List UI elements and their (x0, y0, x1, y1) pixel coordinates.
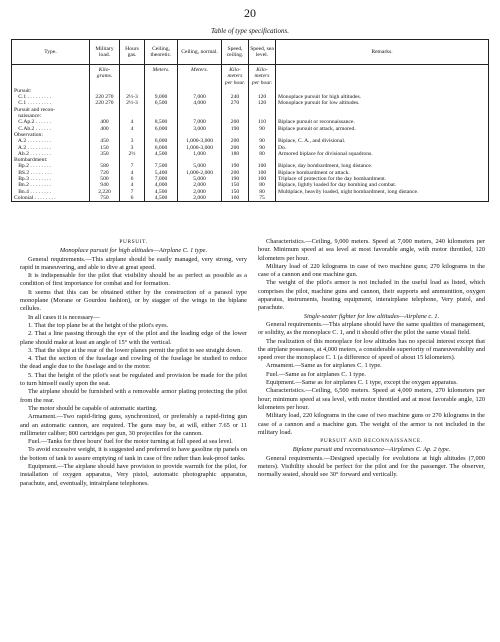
paragraph: 2. That a line passing through the eye of the pilot and the leading edge of the lower plane should make at least an angle of 15° with the vertical. (20, 330, 247, 346)
type-cell: naissance: (12, 113, 90, 119)
value-cell: 6,000 (145, 126, 178, 132)
paragraph: Military load of 220 kilograms in case of two machine guns; 270 kilograms in the case of a cannon and one machine gun. (258, 262, 485, 279)
subsection-title: Single-seater fighter for low altitudes—Airplane c. 1. (303, 312, 440, 320)
remarks-cell: Triplace of protection for the day bombardment. (276, 176, 489, 182)
value-cell: 2,000 (178, 195, 222, 202)
type-cell: Bp.3 . . . . . . . . (12, 176, 90, 182)
remarks-cell: Biplace, C. A., and divisional. (276, 138, 489, 144)
value-cell: 150 (90, 145, 120, 151)
unit-cell: Meters. (145, 65, 178, 88)
type-cell: Pursuit: (12, 88, 90, 94)
unit-cell: Kilo-meters per hour. (222, 65, 249, 88)
table-row (12, 195, 489, 202)
unit-cell: Meters. (178, 65, 222, 88)
value-cell: 190 (222, 163, 249, 169)
value-cell: 400 (90, 119, 120, 125)
unit-cell (120, 65, 145, 88)
column-header: Ceiling, theoretic. (145, 40, 178, 65)
paragraph: The realization of this monoplace for low altitudes has no special interest except that the airplane possesses, at 4,000 meters, a considerable superiority of maneuverability and speed over the monoplace C. 1 (a difference of speed of about 15 kilometers). (258, 337, 485, 362)
paragraph: Armament.—Two rapid-firing guns, synchronized, or preferably a rapid-firing gun and an automatic cannon, are required. The guns may be, at will, either 7.65 or 11 millimeter caliber; 800 cartridges per gun, 30 projectiles for the cannon. (20, 413, 247, 437)
column-header: Speed, sea level. (249, 40, 276, 65)
right-column (258, 238, 485, 480)
value-cell: 3 (120, 145, 145, 151)
value-cell: 750 (90, 195, 120, 202)
section-heading: PURSUIT. (119, 239, 148, 245)
section-heading: PURSUIT AND RECONNAISSANCE. (320, 438, 423, 445)
value-cell: 90 (249, 126, 276, 132)
value-cell: 1,000 (178, 151, 222, 157)
type-cell: A.2 . . . . . . . . . (12, 145, 90, 151)
paragraph: It is indispensable for the pilot that visibility should be as perfect as possible as a condition of first importance for combat and for formation. (20, 272, 247, 288)
table-title: Table of type specifications. (211, 27, 289, 35)
type-cell: C.Ab.2 . . . . . . (12, 126, 90, 132)
value-cell: 4 (120, 182, 145, 188)
value-cell: 190 (222, 126, 249, 132)
column-header: Remarks. (276, 40, 489, 65)
value-cell: 4,000 (178, 100, 222, 106)
unit-cell (12, 65, 90, 88)
remarks-cell: Biplace pursuit or attack, armored. (276, 126, 489, 132)
value-cell: 7,000 (145, 176, 178, 182)
value-cell: 7,000 (178, 119, 222, 125)
paragraph: Fuel.—Tanks for three hours' fuel for the motor turning at full speed at sea level. (28, 438, 233, 446)
page-number: 20 (244, 6, 256, 20)
value-cell: 240 (222, 94, 249, 100)
type-cell: C.Ap.2 . . . . . . (12, 119, 90, 125)
column-header: Type. (12, 40, 90, 65)
value-cell: 5,000 (178, 163, 222, 169)
paragraph: General requirements.—This airplane should be easily managed, very strong, very rapid in maneuvering, and able to dive at great speed. (20, 255, 247, 271)
value-cell: 9,000 (145, 94, 178, 100)
value-cell: 5,000 (178, 176, 222, 182)
value-cell: 80 (249, 182, 276, 188)
value-cell: 4,500 (145, 151, 178, 157)
paragraph: In all cases it is necessary— (28, 313, 100, 321)
units-row (12, 65, 489, 88)
value-cell: 6,500 (145, 100, 178, 106)
value-cell: 200 (222, 119, 249, 125)
value-cell: 7,500 (145, 163, 178, 169)
value-cell: 4 (120, 170, 145, 176)
value-cell: 120 (249, 94, 276, 100)
value-cell: 200 (222, 138, 249, 144)
value-cell: 6 (120, 176, 145, 182)
unit-cell (276, 65, 489, 88)
remarks-cell: Biplace, day bombardment, long distance. (276, 163, 489, 169)
value-cell: 7 (120, 189, 145, 195)
value-cell: 2,000 (178, 182, 222, 188)
paragraph: 5. That the height of the pilot's seat be regulated and provision be made for the pilot to turn himself easily upon the seat. (20, 371, 247, 388)
type-cell: Bp.2 . . . . . . . . (12, 163, 90, 169)
remarks-cell: Monoplace pursuit for low altitudes. (276, 100, 489, 106)
paragraph: The motor should be capable of automatic starting. (28, 404, 158, 412)
paragraph: 3. That the slope at the rear of the lower planes permit the pilot to see straight down. (28, 346, 242, 354)
paragraph: General requirements.—This airplane should have the same qualities of management, or solidity, as the monoplace C. 1, and it should offer the pilot the same visual field. (258, 320, 485, 337)
type-cell: Pursuit and recon- (12, 107, 90, 113)
value-cell: 270 (222, 100, 249, 106)
value-cell: 100 (249, 170, 276, 176)
paragraph: General requirements.—Designed specially for evolutions at high altitudes (7,000 meters). Visibility should be perfect for the pilot and for the passenger. The observer, normally seated, should see 30° forward and vertically. (258, 454, 485, 479)
column-header: Speed, ceiling. (222, 40, 249, 65)
paragraph: Equipment.—Same as for airplanes C. 1 type, except the oxygen apparatus. (266, 379, 458, 387)
paragraph: To avoid excessive weight, it is suggested and preferred to have gasoline rip panels on the bottom of tank to assure emptying of tank in case of fire rather than leak-proof tanks. (20, 446, 247, 462)
value-cell: 90 (249, 138, 276, 144)
value-cell: 1,000-2,000 (178, 170, 222, 176)
value-cell: 200 (222, 145, 249, 151)
value-cell: 200 (222, 170, 249, 176)
remarks-cell: Biplace bombardment or attack. (276, 170, 489, 176)
subsection-title: Biplane pursuit and reconnaissance—Airplanes C. Ap. 2 type. (292, 446, 451, 454)
value-cell: 75 (249, 195, 276, 202)
value-cell: 3 (120, 138, 145, 144)
value-cell: 80 (249, 151, 276, 157)
value-cell: 400 (90, 126, 120, 132)
value-cell: 500 (90, 176, 120, 182)
value-cell: 80 (249, 189, 276, 195)
value-cell: 160 (222, 195, 249, 202)
value-cell: 2½-3 (120, 100, 145, 106)
column-header: Ceiling, normal. (178, 40, 222, 65)
type-cell: Colonial . . . . . . . . (12, 195, 90, 202)
type-cell: Observation: (12, 132, 90, 138)
value-cell: 2½ (120, 151, 145, 157)
paragraph: Armament.—Same as for airplanes C. 1 type. (266, 362, 382, 370)
subsection-title: Monoplace pursuit for high altitudes—Airplane C. 1 type. (59, 247, 208, 255)
value-cell: 220 270 (90, 100, 120, 106)
type-cell: Bombardment: (12, 157, 90, 163)
value-cell: 6 (120, 195, 145, 202)
value-cell: 4 (120, 126, 145, 132)
paragraph: The airplane should be furnished with a removable armor plating protecting the pilot from the rear. (20, 388, 247, 404)
remarks-cell: Monoplace pursuit for high altitudes. (276, 94, 489, 100)
paragraph: 4. That the section of the fuselage and cowling of the fuselage be studied to reduce the dead angle due to the fuselage and to the motor. (20, 355, 247, 371)
paragraph: Equipment.—The airplane should have provision to provide warmth for the pilot, for installation of oxygen apparatus, Very pistol, automatic photographic apparatus, parachute, and, eventually, intrairplane telephones. (20, 463, 247, 487)
value-cell: 110 (249, 119, 276, 125)
value-cell: 8,500 (145, 119, 178, 125)
unit-cell: Kilo-grams. (90, 65, 120, 88)
remarks-cell: Biplace pursuit or reconnaissance. (276, 119, 489, 125)
value-cell: 580 (90, 163, 120, 169)
type-specifications-table (11, 39, 489, 202)
paragraph: The weight of the pilot's armor is not included in the useful load as listed, which comprises the pilot, machine guns and cannon, their supports and ammunition, oxygen apparatus, instruments, heating equipment, interairplane telephone, Very pistol, and parachute. (258, 279, 485, 312)
value-cell: 4,500 (145, 189, 178, 195)
remarks-cell (276, 195, 489, 202)
value-cell: 4 (120, 119, 145, 125)
value-cell: 3,000 (178, 126, 222, 132)
value-cell: 450 (90, 138, 120, 144)
value-cell: 90 (249, 145, 276, 151)
paragraph: Characteristics.—Ceiling, 9,000 meters. Speed at 7,000 meters, 240 kilometers per hour. Minimum speed at sea level at most favorable angle, with motor throttled, 120 kilometers per hour. (258, 238, 485, 262)
left-column (20, 238, 247, 488)
value-cell: 120 (249, 100, 276, 106)
type-cell: Bn.2 . . . . . . . . (12, 182, 90, 188)
value-cell: 180 (222, 151, 249, 157)
value-cell: 4,500 (145, 195, 178, 202)
value-cell: 100 (249, 163, 276, 169)
remarks-cell: Multiplace, heavily loaded, night bombardment, long distance. (276, 189, 489, 195)
value-cell: 150 (222, 189, 249, 195)
value-cell: 220 270 (90, 94, 120, 100)
value-cell: 4,000 (145, 182, 178, 188)
column-header: Military load. (90, 40, 120, 65)
value-cell: 2,000 (178, 189, 222, 195)
unit-cell: Kilo-meters per hour. (249, 65, 276, 88)
value-cell: 7 (120, 163, 145, 169)
type-cell: A.2 . . . . . . . . . (12, 138, 90, 144)
type-cell: C.1 . . . . . . . . . (12, 100, 90, 106)
remarks-cell: Biplace, lightly loaded for day bombing and combat. (276, 182, 489, 188)
remarks-cell: Do. (276, 145, 489, 151)
value-cell: 150 (222, 182, 249, 188)
type-cell: BS.2 . . . . . . . . (12, 170, 90, 176)
paragraph: Fuel.—Same as for airplanes C. 1 type. (266, 370, 366, 378)
value-cell: 2,220 (90, 189, 120, 195)
value-cell: 2½-3 (120, 94, 145, 100)
value-cell: 350 (90, 151, 120, 157)
value-cell: 1,000-3,000 (178, 138, 222, 144)
value-cell: 5,400 (145, 170, 178, 176)
paragraph: Characteristics.—Ceiling, 6,500 meters. Speed at 4,000 meters, 270 kilometers per hour; minimum speed at sea level, with motor throttled and at most favorable angle, 120 kilometers per hour. (258, 387, 485, 411)
value-cell: 100 (249, 176, 276, 182)
value-cell: 190 (222, 176, 249, 182)
value-cell: 720 (90, 170, 120, 176)
paragraph: It seems that this can be obtained either by the construction of a parasol type monoplane (Morane or Gourdou fashion), or by stagger of the wings in the biplane cellules. (20, 288, 247, 313)
table-header-row (12, 40, 489, 65)
column-header: Hours gas. (120, 40, 145, 65)
value-cell: 940 (90, 182, 120, 188)
value-cell: 6,000 (145, 138, 178, 144)
paragraph: 1. That the top plane be at the height of the pilot's eyes. (28, 321, 169, 329)
value-cell: 7,000 (178, 94, 222, 100)
remarks-cell: Armored biplace for divisional squadrons. (276, 151, 489, 157)
paragraph: Military load, 220 kilograms in the case of two machine guns or 270 kilograms in the case of a cannon and a machine gun. The weight of the armor is not included in the military load. (258, 412, 485, 436)
value-cell: 6,000 (145, 145, 178, 151)
value-cell: 1,000-3,000 (178, 145, 222, 151)
type-cell: C.1 . . . . . . . . . (12, 94, 90, 100)
type-cell: Ab.2 . . . . . . . . (12, 151, 90, 157)
type-cell: Bn.4 . . . . . . . . (12, 189, 90, 195)
